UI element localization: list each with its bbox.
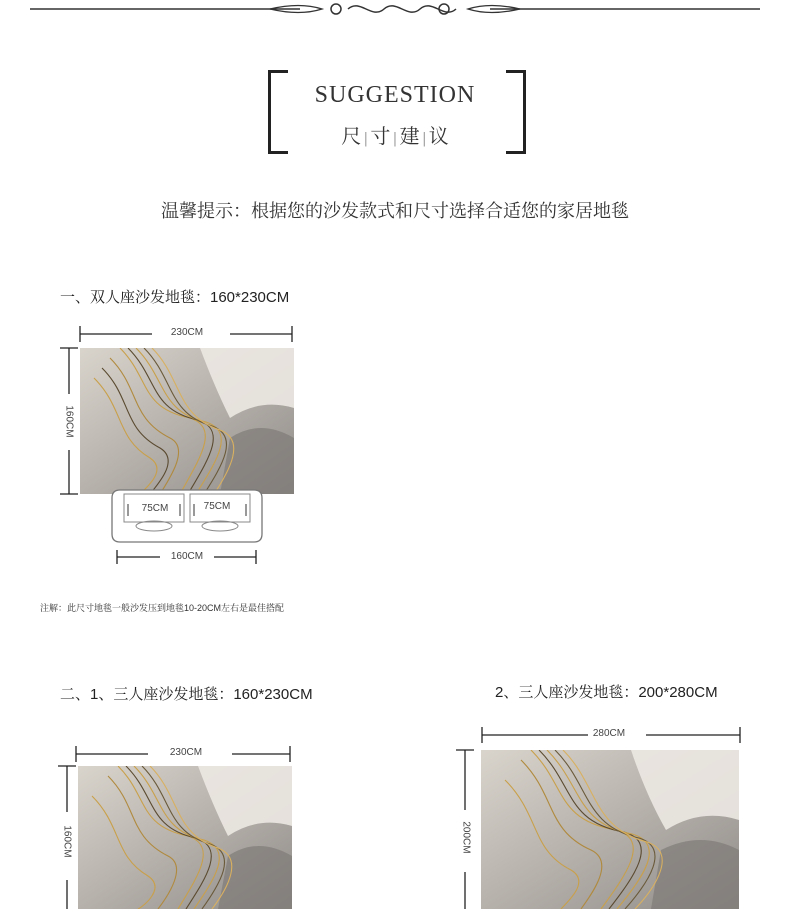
subtitle-char: 寸 bbox=[370, 126, 391, 148]
section3-title: 2、三人座沙发地毯：200*280CM bbox=[495, 684, 718, 701]
subtitle-char: 建 bbox=[399, 126, 420, 148]
left-bracket bbox=[268, 70, 288, 154]
subtitle-char: 尺 bbox=[341, 126, 362, 148]
suggestion-title: SUGGESTION bbox=[314, 82, 476, 108]
suggestion-subtitle bbox=[300, 120, 490, 149]
subtitle-separator: | bbox=[364, 130, 368, 147]
rug-image-2 bbox=[78, 766, 292, 909]
note-text: 注解：此尺寸地毯一般沙发压到地毯10-20CM左右是最佳搭配 bbox=[40, 603, 285, 613]
section1-title: 一、双人座沙发地毯：160*230CM bbox=[60, 289, 290, 306]
subtitle-separator: | bbox=[393, 130, 397, 147]
sofa-outline-1 bbox=[108, 488, 266, 544]
sofa-width-label: 160CM bbox=[170, 551, 204, 562]
seat-left-label: 75CM bbox=[141, 503, 169, 514]
ornament-divider bbox=[0, 0, 790, 22]
right-bracket bbox=[506, 70, 526, 154]
rug-image-3 bbox=[481, 750, 739, 909]
subtitle-separator: | bbox=[422, 130, 426, 147]
section1-width-label: 230CM bbox=[170, 327, 204, 338]
section2-width-label: 230CM bbox=[169, 747, 203, 758]
tip-text: 温馨提示：根据您的沙发款式和尺寸选择合适您的家居地毯 bbox=[161, 201, 629, 222]
subtitle-char: 议 bbox=[428, 126, 449, 148]
seat-right-label: 75CM bbox=[203, 501, 231, 512]
rug-image-1 bbox=[80, 348, 294, 494]
section2-title: 二、1、三人座沙发地毯：160*230CM bbox=[60, 686, 313, 703]
section3-height-label: 200CM bbox=[460, 821, 472, 854]
section3-width-label: 280CM bbox=[592, 728, 626, 739]
section2-height-label: 160CM bbox=[61, 825, 73, 858]
section1-height-label: 160CM bbox=[63, 405, 75, 438]
